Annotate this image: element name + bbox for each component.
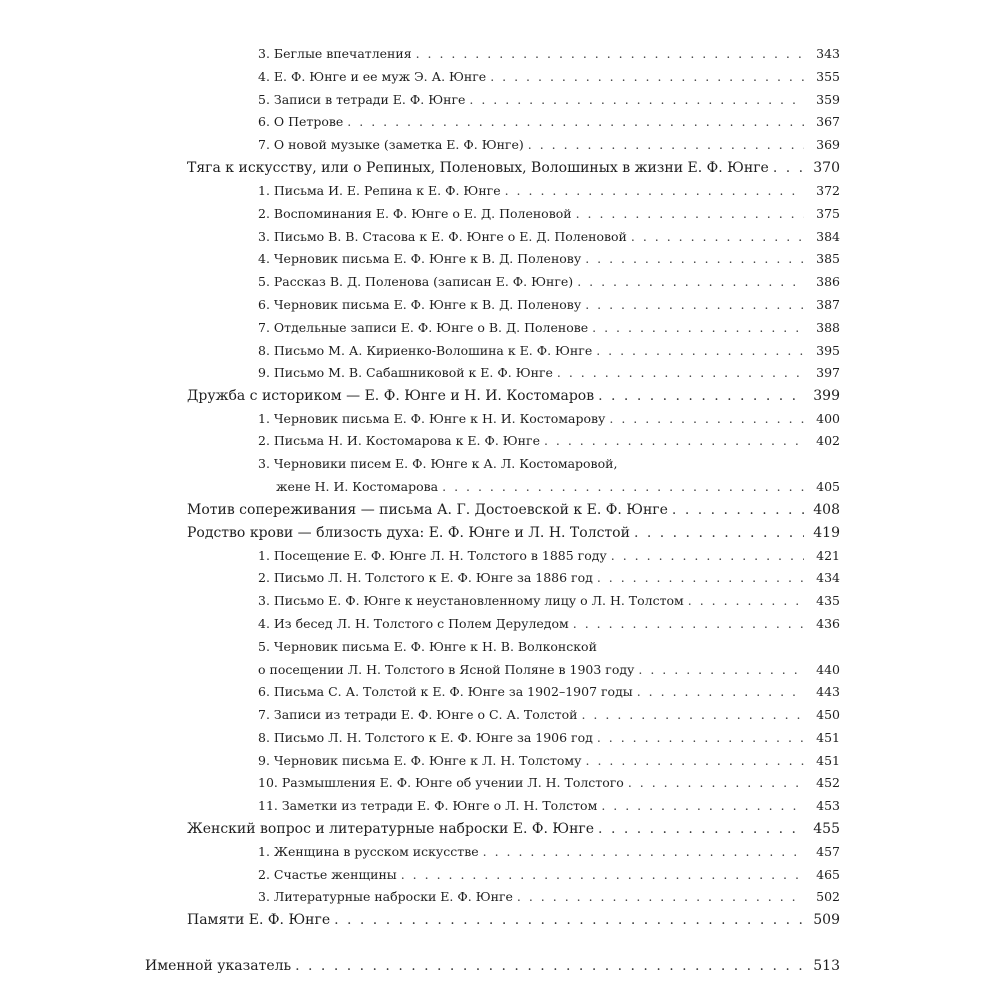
toc-leader-dots <box>528 134 804 156</box>
toc-entry <box>258 430 840 452</box>
toc-leader-dots <box>585 294 804 316</box>
toc-leader-dots <box>631 226 804 248</box>
toc-entry <box>258 704 840 726</box>
toc-leader-dots <box>634 522 804 544</box>
toc-page-number: 509 <box>813 912 840 928</box>
toc-page-number: 386 <box>816 274 840 289</box>
toc-page-number: 359 <box>816 92 840 107</box>
toc-entry <box>258 89 840 111</box>
toc-leader-dots <box>688 590 804 612</box>
toc-page-number: 455 <box>813 821 840 837</box>
toc-entry <box>258 180 840 202</box>
toc-entry-title: 7. О новой музыке (заметка Е. Ф. Юнге) <box>258 137 524 152</box>
toc-page-number: 450 <box>816 707 840 722</box>
toc-leader-dots <box>601 795 804 817</box>
toc-leader-dots <box>544 430 804 452</box>
toc-page-number: 451 <box>816 730 840 745</box>
toc-entry <box>258 795 840 817</box>
toc-leader-dots <box>295 955 804 977</box>
toc-entry <box>258 340 840 362</box>
toc-entry-title: 4. Из бесед Л. Н. Толстого с Полем Деруледом <box>258 616 569 631</box>
toc-entry-title: 11. Заметки из тетради Е. Ф. Юнге о Л. Н. Толстом <box>258 798 598 813</box>
toc-section <box>187 522 840 544</box>
toc-leader-dots <box>347 111 804 133</box>
toc-leader-dots <box>628 772 804 794</box>
toc-leader-dots <box>598 818 804 840</box>
toc-entry <box>258 886 840 908</box>
toc-entry-title: 4. Е. Ф. Юнге и ее муж Э. А. Юнге <box>258 69 487 84</box>
toc-entry-title: 9. Черновик письма Е. Ф. Юнге к Л. Н. Толстому <box>258 753 582 768</box>
toc-leader-dots <box>416 43 804 65</box>
toc-leader-dots <box>585 248 804 270</box>
toc-section <box>187 909 840 931</box>
toc-entry <box>258 294 840 316</box>
toc-page-number: 421 <box>816 548 840 563</box>
toc-page-number: 435 <box>816 593 840 608</box>
toc-entry-title-continuation: о посещении Л. Н. Толстого в Ясной Поляне в 1903 году <box>258 662 635 677</box>
toc-entry-title: 3. Литературные наброски Е. Ф. Юнге <box>258 889 513 904</box>
toc-page-number: 419 <box>813 525 840 541</box>
toc-entry-title: 5. Черновик письма Е. Ф. Юнге к Н. В. Волконской <box>258 639 597 654</box>
toc-entry-title: 6. Письма С. А. Толстой к Е. Ф. Юнге за 1902–1907 годы <box>258 684 633 699</box>
toc-entry <box>258 271 840 293</box>
toc-leader-dots <box>597 567 804 589</box>
toc-page-number: 385 <box>816 251 840 266</box>
toc-page-number: 451 <box>816 753 840 768</box>
toc-section <box>187 385 840 407</box>
toc-entry <box>258 248 840 270</box>
toc-entry <box>258 43 840 65</box>
toc-entry <box>258 203 840 225</box>
toc-entry <box>258 841 840 863</box>
toc-entry-title: 3. Письмо Е. Ф. Юнге к неустановленному лицу о Л. Н. Толстом <box>258 593 684 608</box>
toc-entry <box>258 681 840 703</box>
toc-leader-dots <box>611 545 804 567</box>
toc-page-number: 405 <box>816 479 840 494</box>
toc-page-number: 369 <box>816 137 840 152</box>
toc-section <box>187 157 840 179</box>
toc-section <box>187 818 840 840</box>
toc-entry <box>258 864 840 886</box>
toc-index-title: Именной указатель <box>145 958 292 974</box>
toc-entry-title: 6. Черновик письма Е. Ф. Юнге к В. Д. Поленову <box>258 297 582 312</box>
toc-entry-title: 4. Черновик письма Е. Ф. Юнге к В. Д. Поленову <box>258 251 582 266</box>
toc-entry-title: 3. Черновики писем Е. Ф. Юнге к А. Л. Костомаровой, <box>258 456 618 471</box>
toc-entry-title: 3. Беглые впечатления <box>258 46 412 61</box>
toc-entry <box>276 476 840 498</box>
toc-page-number: 436 <box>816 616 840 631</box>
toc-page-number: 443 <box>816 684 840 699</box>
toc-leader-dots <box>576 203 804 225</box>
toc-entry-title: 2. Письма Н. И. Костомарова к Е. Ф. Юнге <box>258 433 540 448</box>
toc-page-number: 372 <box>816 183 840 198</box>
toc-leader-dots <box>577 271 804 293</box>
toc-entry-title-continuation: жене Н. И. Костомарова <box>276 479 439 494</box>
toc-page-number: 395 <box>816 343 840 358</box>
toc-entry <box>258 317 840 339</box>
toc-section <box>187 499 840 521</box>
toc-page-number: 399 <box>813 388 840 404</box>
toc-page-number: 375 <box>816 206 840 221</box>
toc-entry <box>258 772 840 794</box>
toc-entry-title: 2. Письмо Л. Н. Толстого к Е. Ф. Юнге за 1886 год <box>258 570 593 585</box>
toc-entry <box>258 545 840 567</box>
toc-section-title: Родство крови — близость духа: Е. Ф. Юнге и Л. Н. Толстой <box>187 525 630 541</box>
toc-entry-title: 7. Отдельные записи Е. Ф. Юнге о В. Д. Поленове <box>258 320 589 335</box>
toc-entry-title: 5. Записи в тетради Е. Ф. Юнге <box>258 92 466 107</box>
toc-page-number: 388 <box>816 320 840 335</box>
toc-page-number: 343 <box>816 46 840 61</box>
toc-entry <box>258 134 840 156</box>
toc-leader-dots <box>483 841 804 863</box>
toc-entry <box>258 590 840 612</box>
toc-entry <box>258 362 840 384</box>
toc-leader-dots <box>557 362 804 384</box>
toc-entry-title: 5. Рассказ В. Д. Поленова (записан Е. Ф. Юнге) <box>258 274 574 289</box>
toc-entry <box>258 111 840 133</box>
toc-page-number: 453 <box>816 798 840 813</box>
toc-section-title: Тяга к искусству, или о Репиных, Поленовых, Волошиных в жизни Е. Ф. Юнге <box>187 160 769 176</box>
toc-leader-dots <box>490 66 804 88</box>
toc-entry-title: 8. Письмо Л. Н. Толстого к Е. Ф. Юнге за 1906 год <box>258 730 593 745</box>
toc-entry-title: 7. Записи из тетради Е. Ф. Юнге о С. А. Толстой <box>258 707 578 722</box>
toc-page-number: 370 <box>813 160 840 176</box>
toc-entry <box>258 613 840 635</box>
toc-entry-title: 8. Письмо М. А. Кириенко-Волошина к Е. Ф. Юнге <box>258 343 593 358</box>
toc-leader-dots <box>517 886 804 908</box>
toc-leader-dots <box>672 499 804 521</box>
toc-leader-dots <box>596 340 804 362</box>
toc-entry-title: 1. Черновик письма Е. Ф. Юнге к Н. И. Костомарову <box>258 411 606 426</box>
toc-entry-title: 10. Размышления Е. Ф. Юнге об учении Л. Н. Толстого <box>258 775 624 790</box>
toc-entry-title: 2. Воспоминания Е. Ф. Юнге о Е. Д. Поленовой <box>258 206 572 221</box>
toc-section-title: Памяти Е. Ф. Юнге <box>187 912 331 928</box>
toc-page-number: 502 <box>816 889 840 904</box>
toc-entry-title: 9. Письмо М. В. Сабашниковой к Е. Ф. Юнге <box>258 365 553 380</box>
toc-entry <box>258 66 840 88</box>
toc-leader-dots <box>581 704 804 726</box>
toc-section-title: Женский вопрос и литературные наброски Е. Ф. Юнге <box>187 821 595 837</box>
toc-leader-dots <box>469 89 804 111</box>
toc-leader-dots <box>592 317 804 339</box>
toc-page-number: 457 <box>816 844 840 859</box>
toc-page-number: 434 <box>816 570 840 585</box>
toc-entry <box>258 226 840 248</box>
toc-page-number: 355 <box>816 69 840 84</box>
toc-leader-dots <box>638 659 804 681</box>
toc-page-number: 384 <box>816 229 840 244</box>
toc-index-entry <box>145 955 840 977</box>
toc-leader-dots <box>598 385 804 407</box>
toc-entry <box>258 567 840 589</box>
toc-entry-title: 6. О Петрове <box>258 114 344 129</box>
toc-leader-dots <box>401 864 804 886</box>
toc-section-title: Дружба с историком — Е. Ф. Юнге и Н. И. Костомаров <box>187 388 595 404</box>
toc-entry-title: 1. Посещение Е. Ф. Юнге Л. Н. Толстого в 1885 году <box>258 548 607 563</box>
toc-page-number: 465 <box>816 867 840 882</box>
toc-leader-dots <box>586 750 805 772</box>
toc-leader-dots <box>637 681 804 703</box>
toc-page-number: 452 <box>816 775 840 790</box>
toc-leader-dots <box>597 727 804 749</box>
toc-page-number: 397 <box>816 365 840 380</box>
toc-page-number: 387 <box>816 297 840 312</box>
toc-leader-dots <box>442 476 804 498</box>
toc-leader-dots <box>609 408 804 430</box>
toc-page-number: 513 <box>813 958 840 974</box>
toc-page-number: 440 <box>816 662 840 677</box>
toc-leader-dots <box>773 157 804 179</box>
toc-entry <box>258 659 840 681</box>
toc-leader-dots <box>573 613 804 635</box>
toc-page-number: 408 <box>813 502 840 518</box>
toc-entry <box>258 727 840 749</box>
toc-page-number: 400 <box>816 411 840 426</box>
toc-entry-title: 1. Женщина в русском искусстве <box>258 844 479 859</box>
toc-leader-dots <box>505 180 804 202</box>
toc-section-title: Мотив сопереживания — письма А. Г. Достоевской к Е. Ф. Юнге <box>187 502 668 518</box>
toc-entry-title: 2. Счастье женщины <box>258 867 397 882</box>
toc-page-number: 367 <box>816 114 840 129</box>
toc-entry-title: 1. Письма И. Е. Репина к Е. Ф. Юнге <box>258 183 501 198</box>
toc-entry <box>258 750 840 772</box>
toc-leader-dots <box>334 909 804 931</box>
toc-entry <box>258 408 840 430</box>
toc-page-number: 402 <box>816 433 840 448</box>
toc-entry-title: 3. Письмо В. В. Стасова к Е. Ф. Юнге о Е. Д. Поленовой <box>258 229 627 244</box>
